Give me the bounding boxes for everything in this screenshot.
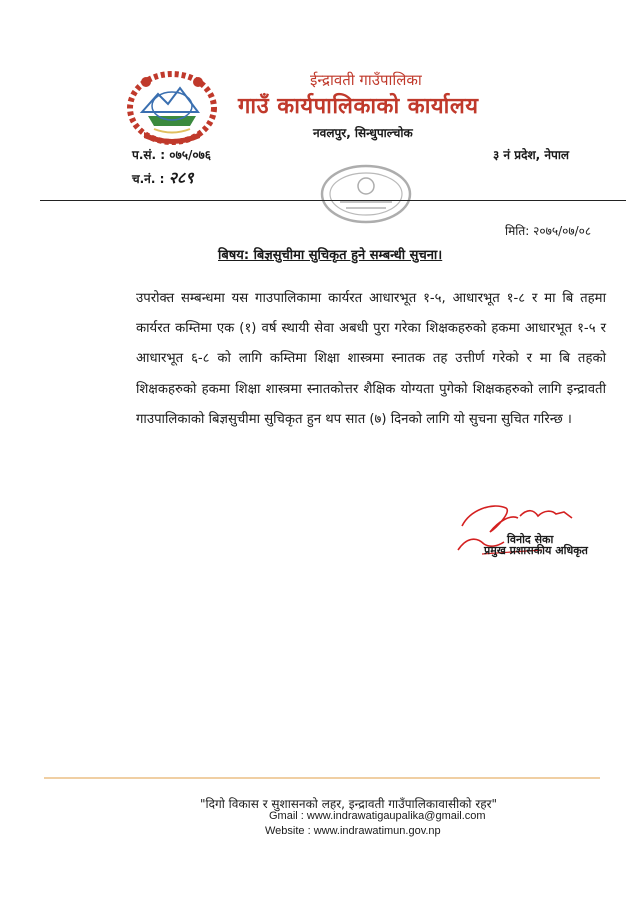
org-name: ईन्द्रावती गाउँपालिका [310, 71, 422, 89]
footer-motto: "दिगो विकास र सुशासनको लहर, इन्द्रावती गाउँपालिकावासीको रहर" [200, 797, 498, 811]
office-stamp-icon [318, 162, 414, 228]
office-address: नवलपुर, सिन्धुपाल्चोक [313, 126, 413, 140]
letter-body: उपरोक्त सम्बन्धमा यस गाउपालिकामा कार्यरत आधारभूत १-५, आधारभूत १-८ र मा बि तहमा कार्यरत कम्तिमा एक (१) वर्ष स्थायी सेवा अबधी पुरा गरेका शिक्षकहरुको हकमा आधारभूत १-५ र आधारभूत ६-८ को लागि कम्तिमा शिक्षा शास्त्रमा स्नातक तह उत्तीर्ण गरेको र मा बि तहको शिक्षकहरुको हकमा शिक्षा शास्त्रमा स्नातकोत्तर शैक्षिक योग्यता पुगेको शिक्षकहरुको लागि इन्द्रावती गाउपालिकाको बिज्ञसुचीमा सुचिकृत हुन थप सात (७) दिनको लागि यो सुचना सुचित गरिन्छ । [136, 291, 606, 427]
dispatch-value: २८९ [168, 168, 194, 187]
office-title: गाउँ कार्यपालिकाको कार्यालय [238, 94, 479, 119]
province-label: ३ नं प्रदेश, नेपाल [493, 148, 570, 162]
date-label: मिति: [505, 224, 530, 238]
header-divider [40, 200, 626, 201]
dispatch-number [132, 166, 194, 188]
footer-website: Website : www.indrawatimun.gov.np [265, 825, 441, 837]
signatory-title: प्रमुख प्रशासकीय अधिकृत [484, 544, 588, 557]
subject-line: बिषय: बिज्ञसुचीमा सुचिकृत हुने सम्बन्धी सुचना। [218, 248, 443, 263]
footer-email: Gmail : www.indrawatigaupalika@gmail.com [269, 810, 486, 822]
ref-label: प.सं. : [132, 148, 166, 162]
ref-value: ०७५/०७६ [169, 148, 212, 162]
date-line [505, 222, 591, 239]
nepal-emblem-icon [124, 68, 220, 148]
dispatch-label: च.नं. : [132, 172, 165, 186]
signatory-name: विनोद सेका [507, 533, 554, 546]
reference-number [132, 146, 211, 163]
date-value: २०७५/०७/०८ [533, 224, 592, 238]
footer-divider [44, 777, 600, 779]
